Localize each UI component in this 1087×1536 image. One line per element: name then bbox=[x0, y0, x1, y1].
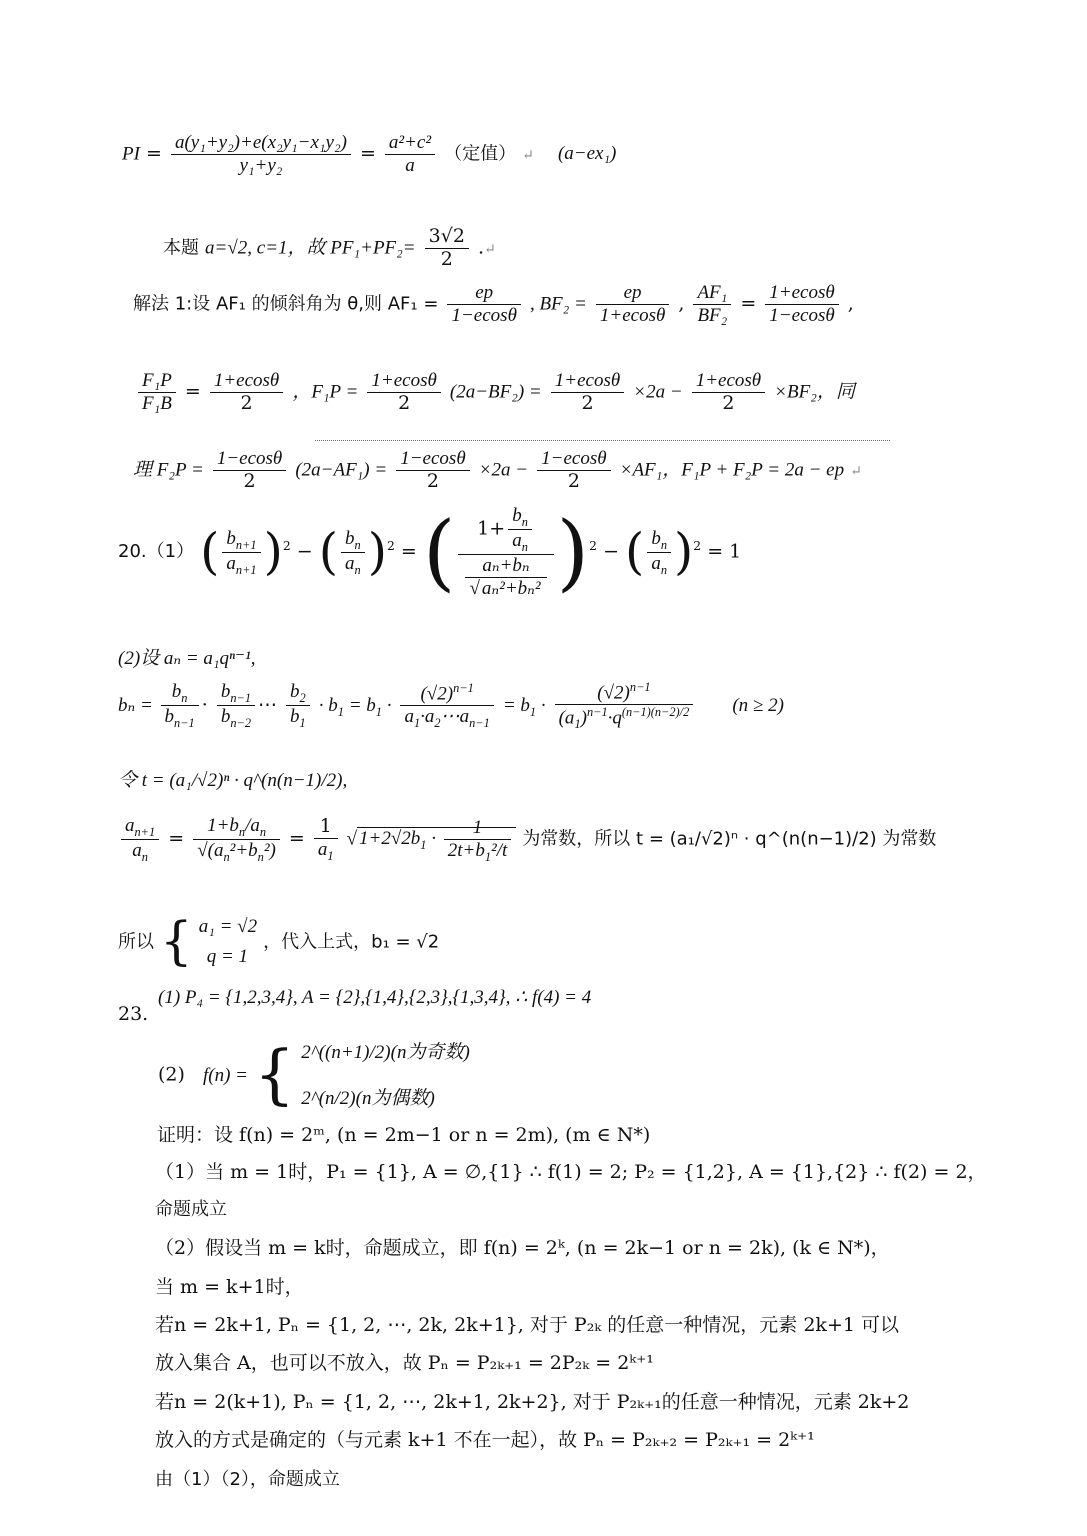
pi-tail: (a−ex₁) bbox=[557, 143, 617, 165]
step4b-line: 放入的方式是确定的（与元素 k+1 不在一起），故 Pₙ = P₂ₖ₊₂ = P₂ₖ₊₁ = 2ᵏ⁺¹ bbox=[155, 1429, 815, 1451]
q20-sub: ，代入上式，b₁ = √2 bbox=[263, 931, 440, 953]
l5-frac2-num: 1−ecosθ bbox=[396, 448, 469, 471]
q20-ratio-line: $\frac{a_{n+1}}{a_n}$ = $\frac{1+b_n/a_n}{√(a_n^2+b_n^2)}$ = $\frac{1}{a_1}$ √ $1+2√2b_1$ · $\frac{1}{2t+b_1^2/t}$ 为常数，所以 t = (a₁/√2)ⁿ · q^(n(n−1)/2) 为常数 bbox=[118, 815, 936, 864]
q20-so-line: 所以 { a₁ = √2 q = 1 ，代入上式，b₁ = √2 bbox=[118, 911, 440, 972]
q20-sys2: q = 1 bbox=[206, 946, 249, 968]
f1p-f1b-ratio bbox=[138, 370, 176, 415]
l5-frac3-den: 2 bbox=[567, 469, 580, 492]
pi-label: PI bbox=[122, 143, 140, 165]
l4-frac2 bbox=[551, 370, 624, 415]
l4-expr3: ×BF₂，同 bbox=[774, 381, 855, 403]
l4-frac2-num: 1+ecosθ bbox=[551, 370, 624, 393]
step2-line: （2）假设当 m = k时，命题成立，即 f(n) = 2ᵏ, (n = 2k−1 or n = 2k), (k ∈ N*)， bbox=[155, 1237, 890, 1259]
l5-expr3: ×AF₁，F₁P + F₂P = 2a − ep bbox=[619, 459, 845, 481]
bf2-fraction bbox=[596, 282, 669, 327]
l5-frac2 bbox=[396, 448, 469, 493]
bf2-den: 1+ecosθ bbox=[599, 304, 666, 326]
this-frac-num: 3√2 bbox=[425, 226, 469, 249]
step1b-line: 命题成立 bbox=[155, 1199, 227, 1220]
l4-frac1 bbox=[367, 370, 440, 415]
q20-bn-tail: (n ≥ 2) bbox=[732, 694, 784, 716]
q20-big-fraction: 1+ $\frac{b_n}{a_n}$ $\frac{\text{aₙ+bₙ}}{\text{√ aₙ²+bₙ²}}$ bbox=[458, 505, 553, 600]
this-values: a=√2, c=1，故 PF₁+PF₂= bbox=[205, 237, 416, 259]
af1-fraction bbox=[447, 282, 520, 327]
pi-denominator: y₁+y₂ bbox=[239, 154, 283, 176]
l5-frac2-den: 2 bbox=[426, 469, 439, 492]
pi-fraction bbox=[171, 132, 351, 177]
l5-expr2: ×2a − bbox=[478, 459, 529, 481]
l4-mid: ，F₁P = bbox=[292, 381, 359, 403]
f1p-line: $\frac{\text{F₁P}}{\text{F₁B}}$ = $\frac{1+ecos\theta}{2}$ ，F₁P = $\frac{1+ecos\theta}{2}$ (2a−BF₂) = $\frac{1+ecos\theta}{2}$ ×2a − $\frac{1+ecos\theta}{2}$ ×BF₂，同 bbox=[135, 370, 855, 415]
bf2-num: ep bbox=[596, 282, 669, 305]
l4-frac3-num: 1+ecosθ bbox=[692, 370, 765, 393]
q23-fn: f(n) = bbox=[202, 1064, 248, 1086]
this-fraction bbox=[425, 226, 469, 271]
q20-so: 所以 bbox=[118, 931, 154, 953]
pi-formula-line: PI = $\frac{\text{a(y₁+y₂)+e(x₂y₁−x₁y₂)}}{\text{y₁+y₂}}$ = $\frac{\text{a²+c²}}{a}$ （定值） ↵ (a−ex₁) bbox=[122, 132, 617, 176]
q20-part1: 20.（1） ( $\frac{b_{n+1}}{a_{n+1}}$ )$^2$ − ( $\frac{b_n}{a_n}$ )$^2$ = ( 1+ $\frac{b_n}{a_n}$ $\frac{\text{aₙ+bₙ}}{\text{√ aₙ²+bₙ²}}$ )$^2$ − ( $\frac{b_n}{a_n}$ )$^2$ = 1 bbox=[118, 502, 742, 601]
pi-numerator: a(y₁+y₂)+e(x₂y₁−x₁y₂) bbox=[171, 132, 351, 155]
l4-expr1: (2a−BF₂) = bbox=[449, 381, 542, 403]
l5-expr1: (2a−AF₁) = bbox=[295, 459, 388, 481]
l4-expr2: ×2a − bbox=[633, 381, 683, 403]
q23-case1: 2^((n+1)/2)(n为奇数) bbox=[301, 1042, 470, 1063]
this-frac-den: 2 bbox=[440, 247, 453, 270]
q20-anbn: aₙ+bₙ bbox=[465, 555, 546, 578]
ratio-den: BF₂ bbox=[697, 304, 728, 326]
q20-sys1: a₁ = √2 bbox=[198, 916, 258, 937]
conclusion-line: 由（1）（2），命题成立 bbox=[155, 1469, 340, 1490]
solution1-prefix: 解法 1:设 AF₁ 的倾斜角为 θ,则 AF₁ = bbox=[133, 293, 439, 315]
l4-frac1-den: 2 bbox=[398, 391, 411, 414]
l5-frac1-num: 1−ecosθ bbox=[213, 448, 286, 471]
q23-case2: 2^(n/2)(n为偶数) bbox=[301, 1087, 435, 1109]
q20-end: = 1 bbox=[707, 540, 742, 563]
step2b-line: 当 m = k+1时， bbox=[155, 1276, 304, 1298]
l5-frac1 bbox=[213, 448, 286, 493]
ratio-num: AF₁ bbox=[693, 282, 731, 305]
q20-1-plus: 1+ bbox=[477, 517, 506, 540]
f1p-rhs bbox=[210, 370, 283, 415]
af1-bf2-ratio bbox=[693, 282, 731, 327]
q23-part1: (1) P₄ = {1,2,3,4}, A = {2},{1,4},{2,3},{1,3,4}, ∴ f(4) = 4 bbox=[158, 987, 592, 1008]
q20-eq1: = bbox=[400, 540, 417, 563]
af1-num: ep bbox=[447, 282, 520, 305]
ratio-rhs bbox=[765, 282, 838, 327]
f1p-rhs-den: 2 bbox=[240, 391, 253, 414]
f1b-den: F₁B bbox=[142, 392, 172, 414]
q20-bn-label: bₙ = bbox=[118, 694, 158, 716]
q20-t-line: 令 t = (a₁/√2)ⁿ · q^(n(n−1)/2), bbox=[118, 770, 348, 791]
q23-part2: (2) f(n) = { 2^((n+1)/2)(n为奇数) 2^(n/2)(n为偶数) bbox=[158, 1030, 470, 1121]
q20-sqrt: aₙ²+bₙ² bbox=[481, 577, 541, 599]
step1-line: （1）当 m = 1时，P₁ = {1}, A = ∅,{1} ∴ f(1) = 2; P₂ = {1,2}, A = {1},{2} ∴ f(2) = 2， bbox=[155, 1161, 987, 1183]
f1p-num: F₁P bbox=[138, 370, 176, 393]
f2p-line: 理 F₂P = $\frac{1-ecos\theta}{2}$ (2a−AF₁) = $\frac{1-ecos\theta}{2}$ ×2a − $\frac{1-ecos\theta}{2}$ ×AF₁，F₁P + F₂P = 2a − ep ↵ bbox=[133, 448, 862, 492]
pi-rhs-fraction bbox=[385, 132, 435, 177]
step3b-line: 放入集合 A，也可以不放入，故 Pₙ = P₂ₖ₊₁ = 2P₂ₖ = 2ᵏ⁺¹ bbox=[155, 1352, 654, 1374]
this-problem-label: 本题 bbox=[163, 237, 199, 259]
q20-bn-line: bₙ = $\frac{b_n}{b_{n-1}}$ · $\frac{b_{n-1}}{b_{n-2}}$ ⋯ $\frac{b_2}{b_1}$ · $b_1 = b_1$ · $\frac{(√2)^{n-1}}{a_1\cdot a_2\cdots a_{n-1}}$ = $b_1$ · $\frac{(√2)^{n-1}}{(a_1)^{n-1}\cdot q^{(n-1)(n-2)/2}}$ (n ≥ 2) bbox=[118, 680, 784, 732]
pi-rhs-num: a²+c² bbox=[385, 132, 435, 155]
l5-prefix: 理 F₂P = bbox=[133, 459, 204, 481]
pi-rhs-den: a bbox=[405, 154, 415, 176]
step4-line: 若n = 2(k+1), Pₙ = {1, 2, ⋯, 2k+1, 2k+2}, 对于 P₂ₖ₊₁的任意一种情况，元素 2k+2 bbox=[155, 1391, 910, 1413]
dotted-divider bbox=[315, 440, 890, 441]
solution1-line: 解法 1:设 AF₁ 的倾斜角为 θ,则 AF₁ = $\frac{ep}{1-ecos\theta}$ , BF₂ = $\frac{ep}{1+ecos\theta}$ , $\frac{\text{AF₁}}{\text{BF₂}}$ = $\frac{1+ecos\theta}{1-ecos\theta}$ , bbox=[133, 282, 854, 326]
l5-frac3-num: 1−ecosθ bbox=[537, 448, 610, 471]
q20-ratio-tail: 为常数，所以 t = (a₁/√2)ⁿ · q^(n(n−1)/2) 为常数 bbox=[522, 828, 937, 850]
bf2-label: , BF₂ = bbox=[529, 293, 587, 315]
l4-frac1-num: 1+ecosθ bbox=[367, 370, 440, 393]
f1p-rhs-num: 1+ecosθ bbox=[210, 370, 283, 393]
l4-frac2-den: 2 bbox=[581, 391, 594, 414]
ratio-rhs-den: 1−ecosθ bbox=[769, 304, 835, 326]
q20-part2-set: (2)设 aₙ = a₁qⁿ⁻¹, bbox=[118, 648, 256, 669]
step3-line: 若n = 2k+1, Pₙ = {1, 2, ⋯, 2k, 2k+1}, 对于 P₂ₖ 的任意一种情况，元素 2k+1 可以 bbox=[155, 1314, 899, 1336]
q23-label: 23. bbox=[118, 1003, 149, 1025]
l5-frac1-den: 2 bbox=[243, 469, 256, 492]
l4-frac3-den: 2 bbox=[722, 391, 735, 414]
pi-note: （定值） bbox=[444, 143, 517, 165]
this-problem-line: 本题 a=√2, c=1，故 PF₁+PF₂= $\frac{3√2}{2}$ .↵ bbox=[163, 225, 496, 270]
q23-2-label: (2) bbox=[158, 1063, 185, 1086]
l4-frac3 bbox=[692, 370, 765, 415]
l5-frac3 bbox=[537, 448, 610, 493]
ratio-rhs-num: 1+ecosθ bbox=[765, 282, 838, 305]
af1-den: 1−ecosθ bbox=[451, 304, 517, 326]
proof-line: 证明：设 f(n) = 2ᵐ, (n = 2m−1 or n = 2m), (m ∈ N*) bbox=[157, 1124, 651, 1146]
q20-label: 20.（1） bbox=[118, 540, 195, 562]
